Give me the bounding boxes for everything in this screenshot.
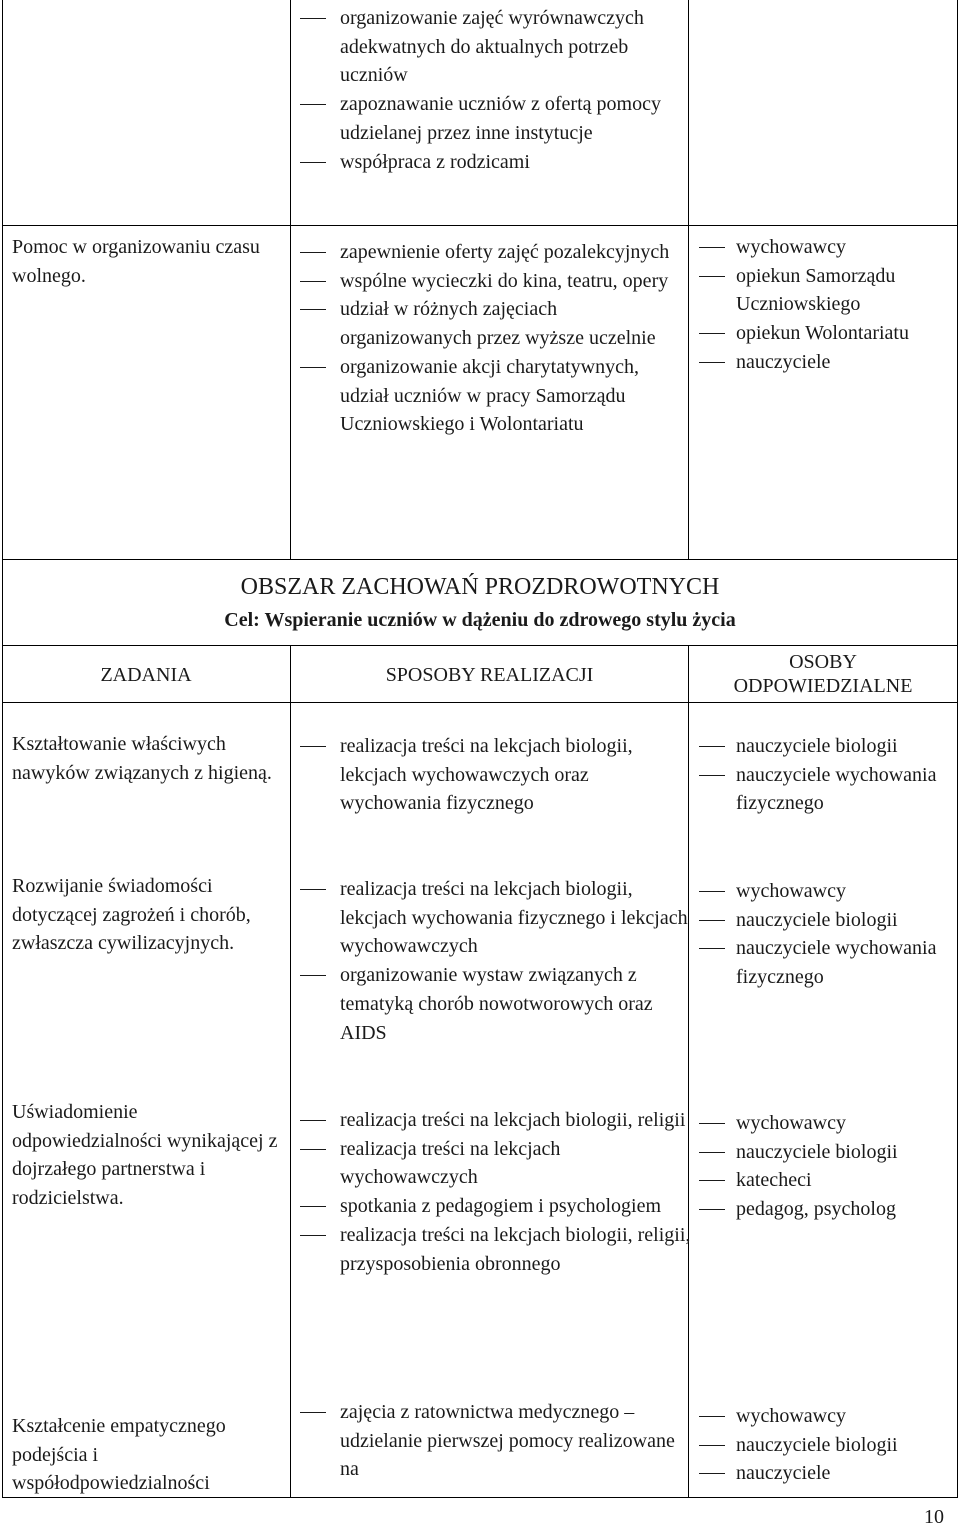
row-divider-4: [2, 702, 958, 703]
list-item: pedagog, psycholog: [697, 1195, 959, 1224]
section-goal: Cel: Wspieranie uczniów w dążeniu do zdrowego stylu życia: [224, 609, 736, 631]
list-item: opiekun Wolontariatu: [697, 319, 959, 348]
list-item: zapoznawanie uczniów z ofertą pomocy udzielanej przez inne instytucje: [298, 90, 692, 147]
list-item: wychowawcy: [697, 233, 959, 262]
task-cell-parenthood: Uświadomienie odpowiedzialności wynikającej z dojrzałego partnerstwa i rodzicielstwa.: [12, 1101, 278, 1210]
list-item: realizacja treści na lekcjach biologii, religii, przysposobienia obronnego: [298, 1221, 692, 1278]
list-item: organizowanie zajęć wyrównawczych adekwatnych do aktualnych potrzeb uczniów: [298, 4, 692, 90]
page-number: 10: [924, 1506, 944, 1528]
list-item: nauczyciele: [697, 348, 959, 377]
list-item: wychowawcy: [697, 877, 959, 906]
row-divider-3: [2, 645, 958, 646]
list-item: realizacja treści na lekcjach biologii, lekcjach wychowawczych oraz wychowania fizycznego: [298, 732, 692, 818]
row-divider-2: [2, 559, 958, 560]
column-header-tasks: ZADANIA: [100, 664, 192, 686]
persons-cell-parenthood: [697, 1109, 959, 1224]
list-item: spotkania z pedagogiem i psychologiem: [298, 1192, 692, 1221]
list-item: wspólne wycieczki do kina, teatru, opery: [298, 267, 692, 296]
list-item: wychowawcy: [697, 1402, 959, 1431]
row-divider-1: [2, 225, 958, 226]
column-header-persons-line2: ODPOWIEDZIALNE: [733, 675, 913, 697]
persons-cell-free-time: [697, 233, 959, 377]
list-item: katecheci: [697, 1166, 959, 1195]
column-divider-1-top: [290, 0, 291, 559]
methods-cell-parenthood: [298, 1106, 692, 1278]
task-cell-empathy: Kształcenie empatycznego podejścia i współodpowiedzialności: [12, 1415, 226, 1495]
list-item: zajęcia z ratownictwa medycznego – udzielanie pierwszej pomocy realizowane na: [298, 1398, 692, 1484]
methods-cell-empathy: [298, 1398, 692, 1484]
methods-cell-free-time: [298, 238, 692, 439]
list-item: nauczyciele wychowania fizycznego: [697, 761, 959, 818]
list-item: realizacja treści na lekcjach biologii, religii: [298, 1106, 692, 1135]
methods-cell-hygiene: [298, 732, 692, 818]
persons-cell-diseases: [697, 877, 959, 992]
list-item: organizowanie akcji charytatywnych, udział uczniów w pracy Samorządu Uczniowskiego i Wolontariatu: [298, 353, 692, 439]
list-item: nauczyciele wychowania fizycznego: [697, 934, 959, 991]
list-item: organizowanie wystaw związanych z tematyką chorób nowotworowych oraz AIDS: [298, 961, 692, 1047]
section-title: OBSZAR ZACHOWAŃ PROZDROWOTNYCH: [240, 574, 720, 600]
list-item: udział w różnych zajęciach organizowanych przez wyższe uczelnie: [298, 295, 692, 352]
list-item: wychowawcy: [697, 1109, 959, 1138]
list-item: nauczyciele biologii: [697, 1138, 959, 1167]
list-item: nauczyciele: [697, 1459, 959, 1488]
task-cell-free-time: Pomoc w organizowaniu czasu wolnego.: [12, 236, 260, 287]
list-item: opiekun Samorządu Uczniowskiego: [697, 262, 959, 319]
persons-cell-empathy: [697, 1402, 959, 1488]
column-header-persons: [689, 650, 957, 698]
list-item: współpraca z rodzicami: [298, 148, 692, 177]
list-item: nauczyciele biologii: [697, 732, 959, 761]
continued-methods-cell: [298, 4, 692, 176]
methods-cell-diseases: [298, 875, 692, 1047]
persons-cell-hygiene: [697, 732, 959, 818]
column-header-persons-line1: OSOBY: [789, 651, 857, 673]
list-item: zapewnienie oferty zajęć pozalekcyjnych: [298, 238, 692, 267]
column-header-methods: SPOSOBY REALIZACJI: [385, 664, 594, 686]
column-divider-1-bottom: [290, 645, 291, 1498]
list-item: realizacja treści na lekcjach biologii, lekcjach wychowania fizycznego i lekcjach wychowawczych: [298, 875, 692, 961]
task-cell-hygiene: Kształtowanie właściwych nawyków związanych z higieną.: [12, 733, 272, 784]
list-item: nauczyciele biologii: [697, 906, 959, 935]
task-cell-diseases: Rozwijanie świadomości dotyczącej zagrożeń i chorób, zwłaszcza cywilizacyjnych.: [12, 875, 251, 955]
list-item: nauczyciele biologii: [697, 1431, 959, 1460]
list-item: realizacja treści na lekcjach wychowawczych: [298, 1135, 692, 1192]
